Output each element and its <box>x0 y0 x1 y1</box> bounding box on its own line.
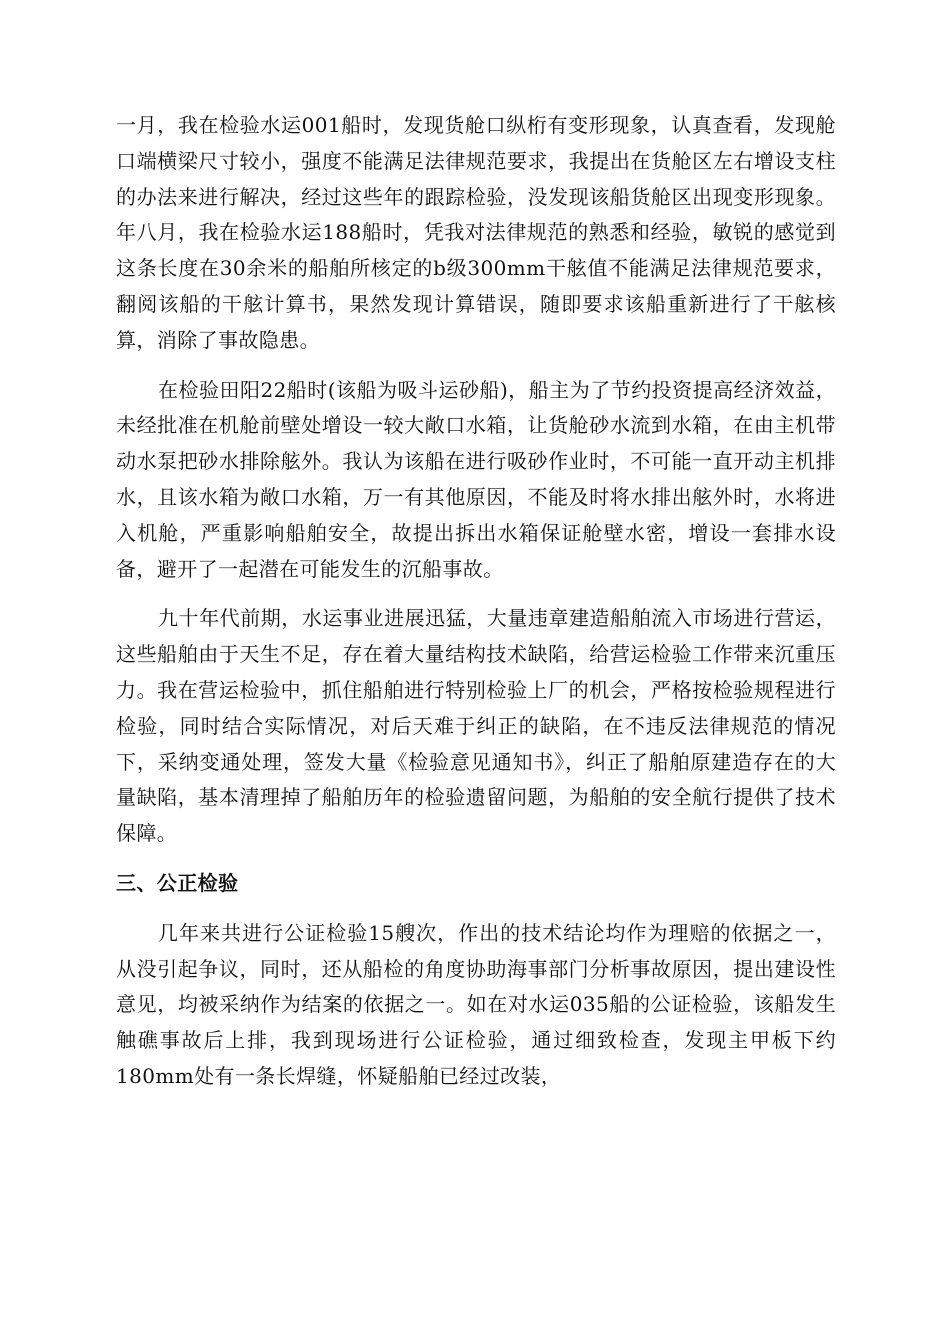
section-heading: 三、公正检验 <box>116 870 239 895</box>
paragraph-3: 九十年代前期，水运事业进展迅猛，大量违章建造船舶流入市场进行营运，这些船舶由于天生不足，存在着大量结构技术缺陷，给营运检验工作带来沉重压力。我在营运检验中，抓住船舶进行特别检验上厂的机会，严格按检验规程进行检验，同时结合实际情况，对后天难于纠正的缺陷，在不违反法律规范的情况下，采纳变通处理，签发大量《检验意见通知书》，纠正了船舶原建造存在的大量缺陷，基本清理掉了船舶历年的检验遗留问题，为船舶的安全航行提供了技术保障。 <box>116 606 836 846</box>
document-page <box>116 108 836 1095</box>
paragraph-4: 几年来共进行公证检验15艘次，作出的技术结论均作为理赔的依据之一，从没引起争议，同时，还从船检的角度协助海事部门分析事故原因，提出建设性意见，均被采纳作为结案的依据之一。如在对水运035船的公证检验，该船发生触礁事故后上排，我到现场进行公证检验，通过细致检查，发现主甲板下约180mm处有一条长焊缝，怀疑船舶已经过改装， <box>116 920 836 1088</box>
paragraph-1: 一月，我在检验水运001船时，发现货舱口纵桁有变形现象，认真查看，发现舱口端横梁尺寸较小，强度不能满足法律规范要求，我提出在货舱区左右增设支柱的办法来进行解决，经过这些年的跟踪检验，没发现该船货舱区出现变形现象。年八月，我在检验水运188船时，凭我对法律规范的熟悉和经验，敏锐的感觉到这条长度在30余米的船舶所核定的b级300mm干舷值不能满足法律规范要求，翻阅该船的干舷计算书，果然发现计算错误，随即要求该船重新进行了干舷核算，消除了事故隐患。 <box>116 113 836 352</box>
paragraph-2: 在检验田阳22船时(该船为吸斗运砂船)，船主为了节约投资提高经济效益，未经批准在机舱前壁处增设一较大敞口水箱，让货舱砂水流到水箱，在由主机带动水泵把砂水排除舷外。我认为该船在进行吸砂作业时，不可能一直开动主机排水，且该水箱为敞口水箱，万一有其他原因，不能及时将水排出舷外时，水将进入机舱，严重影响船舶安全，故提出拆出水箱保证舱壁水密，增设一套排水设备，避开了一起潜在可能发生的沉船事故。 <box>116 377 836 581</box>
